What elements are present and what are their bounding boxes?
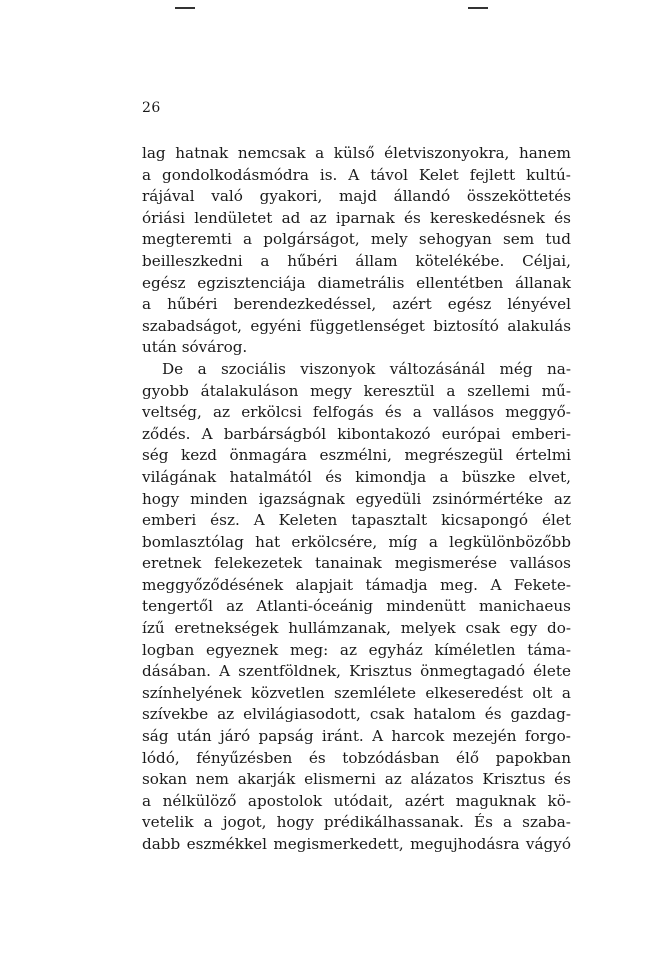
word: a: [439, 467, 449, 486]
word: önmagára: [229, 446, 307, 465]
word: vágyó: [525, 835, 571, 853]
word: egész: [142, 273, 186, 292]
text-line: [142, 704, 571, 726]
word: szentföldnek,: [238, 662, 341, 681]
text-line: [142, 834, 571, 856]
word: keresztül: [363, 381, 435, 400]
word: alázatos: [410, 770, 474, 789]
body-text: [142, 143, 571, 856]
word: büszke: [461, 467, 516, 486]
text-line: [142, 791, 571, 813]
word: hanem: [518, 144, 571, 162]
word: a: [142, 791, 152, 810]
word: fejlett: [469, 165, 516, 184]
word: A: [372, 727, 384, 746]
word: forgo-: [524, 727, 571, 746]
word: és: [325, 467, 342, 486]
word: és: [554, 208, 571, 227]
word: A: [348, 165, 360, 184]
word: életviszonyokra,: [384, 144, 510, 162]
word: alakulás: [507, 316, 571, 335]
word: gazdag-: [510, 705, 571, 724]
word: maguknak: [455, 791, 536, 810]
text-line: [142, 812, 571, 834]
word: hatalom: [413, 705, 476, 724]
word: hogy: [142, 489, 180, 508]
word: egyéni: [250, 316, 302, 335]
word: alapjait: [295, 575, 354, 594]
word: megujhodásra: [410, 835, 520, 853]
word: meg.: [440, 575, 479, 594]
word: lendületet: [194, 208, 273, 227]
word: értelmi: [515, 446, 571, 465]
text-line: [142, 251, 571, 273]
text-line: [142, 596, 571, 618]
word: azért: [392, 295, 432, 314]
word: barbárságból: [223, 424, 327, 443]
word: állandó: [393, 187, 451, 206]
word: ad: [281, 208, 301, 227]
word: az: [384, 770, 402, 789]
word: lag: [142, 144, 166, 162]
word: manichaeus: [478, 597, 571, 616]
word: erkölcsi: [241, 403, 302, 422]
word: meggyő-: [505, 403, 571, 422]
word: óriási: [142, 208, 185, 227]
word: sem: [502, 230, 535, 249]
text-line: [142, 618, 571, 640]
word: táma-: [527, 640, 571, 659]
word: biztosító: [433, 316, 499, 335]
text-line: [142, 769, 571, 791]
word: kultú-: [526, 165, 571, 184]
word: is.: [319, 165, 338, 184]
word: ság: [142, 727, 169, 746]
word: papság: [258, 727, 314, 746]
top-edge-mark: [468, 7, 488, 9]
word: a: [412, 403, 422, 422]
word: prédikálhassanak.: [323, 813, 464, 832]
word: bomlasztólag: [142, 532, 244, 551]
text-line: [142, 208, 571, 230]
word: után: [142, 338, 177, 357]
word: kibontakozó: [337, 424, 431, 443]
word: Kelet: [418, 165, 459, 184]
word: megrészegül: [404, 446, 503, 465]
word: papokban: [495, 748, 571, 767]
word: tapasztalt: [351, 511, 428, 530]
word: apostolok: [247, 791, 323, 810]
word: polgárságot,: [263, 230, 360, 249]
word: egy: [509, 619, 538, 638]
word: na-: [547, 359, 571, 378]
word: mű-: [541, 381, 571, 400]
word: szívekbe: [142, 705, 209, 724]
word: a: [243, 230, 253, 249]
word: élő: [456, 748, 480, 767]
word: összeköttetés: [466, 187, 571, 206]
word: eszmélni,: [319, 446, 392, 465]
text-line: [142, 337, 571, 359]
word: eretnekségek: [174, 619, 279, 638]
text-line: [142, 381, 571, 403]
word: a: [142, 165, 152, 184]
word: egyedüli: [355, 489, 422, 508]
word: változásánál: [389, 359, 486, 378]
word: egzisztenciája: [197, 273, 306, 292]
word: után: [176, 727, 212, 746]
word: színhelyének: [142, 683, 242, 702]
word: hűbéri: [167, 295, 218, 314]
word: beilleszkedni: [142, 251, 243, 270]
text-line: [142, 661, 571, 683]
word: az: [553, 489, 571, 508]
word: kicsapongó: [441, 511, 529, 530]
word: Céljai,: [522, 251, 571, 270]
word: dásában.: [142, 662, 212, 681]
word: Keleten: [278, 511, 338, 530]
text-line: [142, 748, 571, 770]
word: és: [554, 770, 571, 789]
word: kíméletlen: [434, 640, 516, 659]
word: szellemi: [467, 381, 530, 400]
word: kereskedésnek: [430, 208, 545, 227]
word: felekezetek: [214, 554, 303, 573]
text-line: [142, 294, 571, 316]
text-line: [142, 273, 571, 295]
word: utódait,: [333, 791, 394, 810]
word: jogot,: [222, 813, 267, 832]
word: világának: [142, 467, 217, 486]
word: sóvárog.: [181, 338, 248, 357]
word: iparnak: [335, 208, 395, 227]
word: és: [404, 208, 421, 227]
text-line: [142, 640, 571, 662]
word: elvet,: [528, 467, 571, 486]
word: függetlenséget: [309, 316, 425, 335]
word: megismerése: [394, 554, 497, 573]
word: csak: [369, 705, 405, 724]
word: hűbéri: [287, 251, 338, 270]
word: rájával: [142, 187, 195, 206]
word: ség: [142, 446, 169, 465]
word: élete: [533, 662, 571, 681]
word: az: [213, 403, 231, 422]
text-line: [142, 143, 571, 165]
word: elvilágiasodott,: [243, 705, 361, 724]
text-line: [142, 229, 571, 251]
word: felfogás: [312, 403, 374, 422]
word: és: [308, 748, 326, 767]
word: veltség,: [142, 403, 202, 422]
text-line: [142, 467, 571, 489]
word: szemlélete: [334, 683, 416, 702]
word: a: [315, 144, 325, 162]
text-line: [142, 510, 571, 532]
word: emberi-: [511, 424, 571, 443]
text-line: [142, 402, 571, 424]
word: A: [219, 662, 231, 681]
word: mely: [370, 230, 408, 249]
word: sehogyan: [418, 230, 492, 249]
word: lényével: [507, 295, 571, 314]
word: kötelékébe.: [415, 251, 505, 270]
text-line: [142, 683, 571, 705]
word: Fekete-: [513, 575, 571, 594]
word: nemcsak: [237, 144, 306, 162]
word: tengertől: [142, 597, 213, 616]
word: a: [428, 532, 438, 551]
word: még: [499, 359, 533, 378]
word: do-: [547, 619, 571, 638]
word: és: [384, 403, 402, 422]
word: erkölcsére,: [291, 532, 378, 551]
word: akarják: [237, 770, 296, 789]
word: az: [217, 705, 235, 724]
word: való: [211, 187, 243, 206]
word: Krisztus: [482, 770, 546, 789]
word: És: [474, 813, 493, 832]
word: kimondja: [355, 467, 427, 486]
word: diametrális: [317, 273, 405, 292]
word: eretnek: [142, 554, 202, 573]
word: tud: [545, 230, 571, 249]
word: ellentétben: [416, 273, 504, 292]
word: a: [260, 251, 270, 270]
word: támadja: [365, 575, 428, 594]
text-line: [142, 165, 571, 187]
word: tanainak: [315, 554, 382, 573]
word: harcok: [391, 727, 445, 746]
word: Krisztus: [349, 662, 413, 681]
word: kö-: [547, 791, 571, 810]
word: szabadságot,: [142, 316, 242, 335]
word: A: [201, 424, 213, 443]
word: igazságnak: [258, 489, 345, 508]
word: csak: [465, 619, 501, 638]
word: legkülönbözőbb: [449, 532, 571, 551]
text-line: [142, 316, 571, 338]
word: ízű: [142, 619, 165, 638]
word: sokan: [142, 770, 187, 789]
word: lódó,: [142, 748, 180, 767]
text-line: [142, 575, 571, 597]
word: minden: [190, 489, 248, 508]
word: iránt.: [321, 727, 364, 746]
word: járó: [219, 727, 251, 746]
word: dabb: [142, 835, 181, 853]
word: hatnak: [175, 144, 229, 162]
word: kezd: [181, 446, 217, 465]
word: vallásos: [509, 554, 571, 573]
word: gyakori,: [259, 187, 323, 206]
word: állam: [355, 251, 398, 270]
word: megteremti: [142, 230, 232, 249]
word: meggyőződésének: [142, 575, 284, 594]
text-line: [142, 424, 571, 446]
word: míg: [388, 532, 418, 551]
word: a: [203, 813, 213, 832]
word: A: [490, 575, 502, 594]
word: De: [162, 359, 184, 378]
text-line: [142, 445, 571, 467]
word: átalakuláson: [200, 381, 299, 400]
word: fényűzésben: [196, 748, 293, 767]
word: vetelik: [142, 813, 194, 832]
word: Atlanti-óceánig: [256, 597, 374, 616]
word: a: [446, 381, 456, 400]
word: élet: [541, 511, 571, 530]
word: hatalmától: [229, 467, 312, 486]
word: európai: [441, 424, 501, 443]
word: állanak: [515, 273, 571, 292]
word: önmegtagadó: [420, 662, 525, 681]
word: azért: [404, 791, 445, 810]
word: egyeznek: [205, 640, 279, 659]
word: külső: [333, 144, 375, 162]
word: logban: [142, 640, 195, 659]
top-edge-mark: [175, 7, 195, 9]
word: mindenütt: [386, 597, 466, 616]
word: egész: [447, 295, 492, 314]
word: elkeseredést: [425, 683, 524, 702]
word: nélkülöző: [162, 791, 237, 810]
word: egyház: [368, 640, 423, 659]
word: szociális: [221, 359, 286, 378]
word: ész.: [210, 511, 240, 530]
word: tobzódásban: [342, 748, 440, 767]
word: eszmékkel: [186, 835, 268, 853]
text-line: [142, 726, 571, 748]
word: majd: [339, 187, 377, 206]
word: olt: [532, 683, 553, 702]
word: zsinórmértéke: [432, 489, 543, 508]
word: elismerni: [304, 770, 376, 789]
word: ződés.: [142, 424, 191, 443]
word: a: [197, 359, 207, 378]
word: viszonyok: [300, 359, 376, 378]
word: az: [309, 208, 327, 227]
page-number: 26: [142, 100, 161, 116]
word: A: [253, 511, 265, 530]
word: melyek: [400, 619, 456, 638]
word: nem: [195, 770, 229, 789]
word: és: [484, 705, 502, 724]
word: az: [226, 597, 244, 616]
word: hogy: [276, 813, 314, 832]
word: a: [561, 683, 571, 702]
word: gyobb: [142, 381, 189, 400]
word: hat: [255, 532, 281, 551]
text-line: [142, 359, 571, 381]
word: mezején: [452, 727, 517, 746]
word: a: [503, 813, 513, 832]
text-line: [142, 553, 571, 575]
word: megismerkedett,: [273, 835, 404, 853]
word: gondolkodásmódra: [162, 165, 309, 184]
word: szaba-: [522, 813, 571, 832]
word: távol: [370, 165, 408, 184]
text-line: [142, 186, 571, 208]
word: berendezkedéssel,: [233, 295, 377, 314]
word: emberi: [142, 511, 197, 530]
word: közvetlen: [250, 683, 325, 702]
text-line: [142, 532, 571, 554]
word: az: [339, 640, 357, 659]
word: vallásos: [432, 403, 495, 422]
word: a: [142, 295, 152, 314]
word: megy: [310, 381, 352, 400]
word: meg:: [289, 640, 329, 659]
word: hullámzanak,: [288, 619, 391, 638]
text-line: [142, 489, 571, 511]
